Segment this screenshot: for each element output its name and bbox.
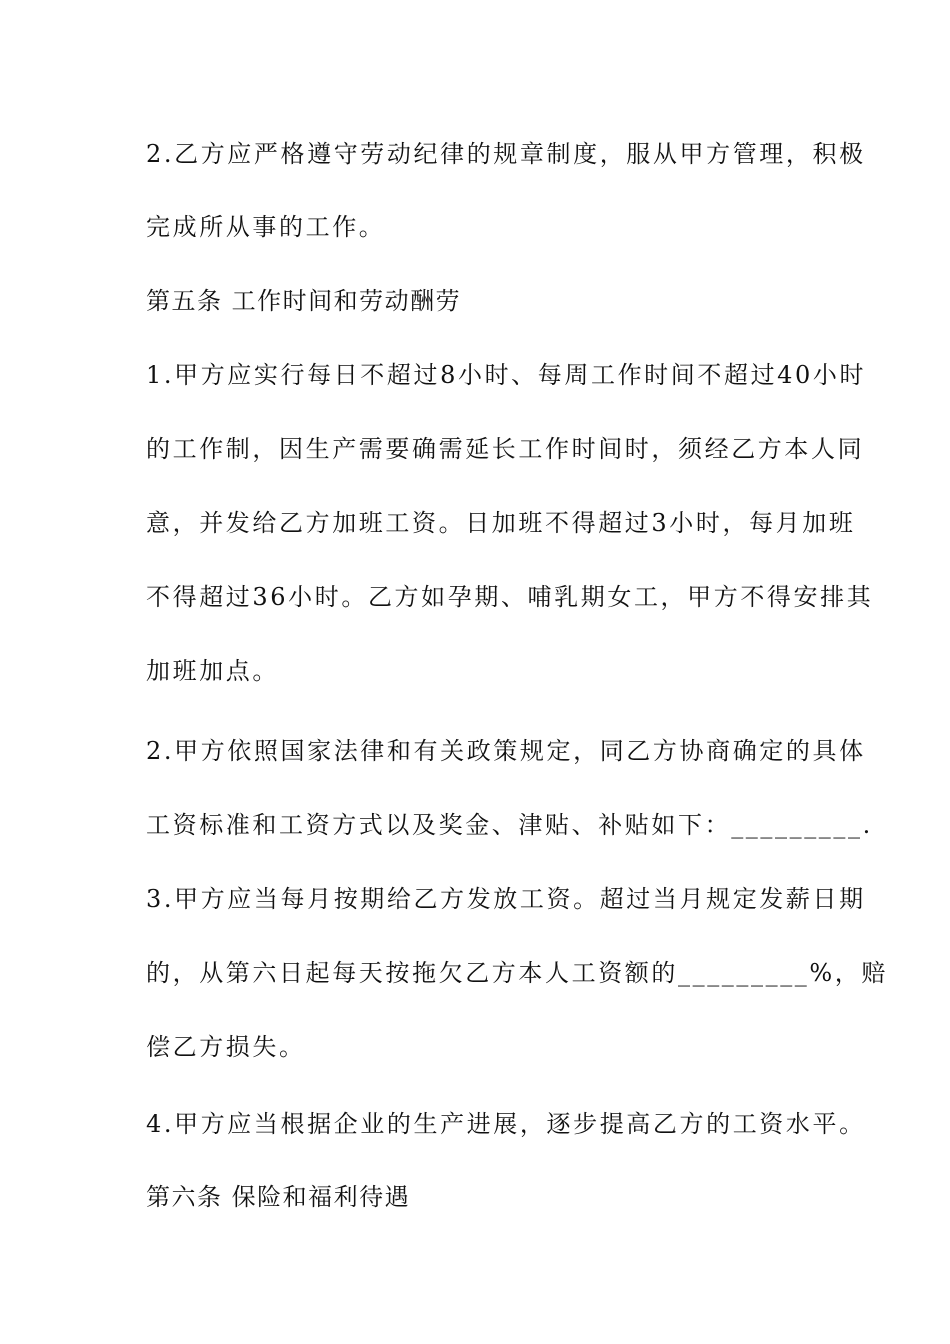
paragraph-line: 1.甲方应实行每日不超过8小时、每周工作时间不超过40小时 xyxy=(146,361,867,389)
paragraph-line: 意，并发给乙方加班工资。日加班不得超过3小时，每月加班 xyxy=(146,509,856,537)
paragraph-line: 4.甲方应当根据企业的生产进展，逐步提高乙方的工资水平。 xyxy=(146,1110,866,1138)
paragraph-line: 3.甲方应当每月按期给乙方发放工资。超过当月规定发薪日期 xyxy=(146,885,866,913)
section-heading: 第五条 工作时间和劳动酬劳 xyxy=(146,287,462,315)
paragraph-line: 偿乙方损失。 xyxy=(146,1033,306,1061)
paragraph-line: 工资标准和工资方式以及奖金、津贴、补贴如下：_________. xyxy=(146,811,873,839)
paragraph-line: 2.乙方应严格遵守劳动纪律的规章制度，服从甲方管理，积极 xyxy=(146,140,866,168)
section-heading: 第六条 保险和福利待遇 xyxy=(146,1183,411,1211)
paragraph-line: 加班加点。 xyxy=(146,657,279,685)
paragraph-line: 完成所从事的工作。 xyxy=(146,213,386,241)
paragraph-line: 的工作制，因生产需要确需延长工作时间时，须经乙方本人同 xyxy=(146,435,865,463)
paragraph-line: 2.甲方依照国家法律和有关政策规定，同乙方协商确定的具体 xyxy=(146,737,866,765)
paragraph-line: 的，从第六日起每天按拖欠乙方本人工资额的_________%，赔 xyxy=(146,959,889,987)
paragraph-line: 不得超过36小时。乙方如孕期、哺乳期女工，甲方不得安排其 xyxy=(146,583,874,611)
